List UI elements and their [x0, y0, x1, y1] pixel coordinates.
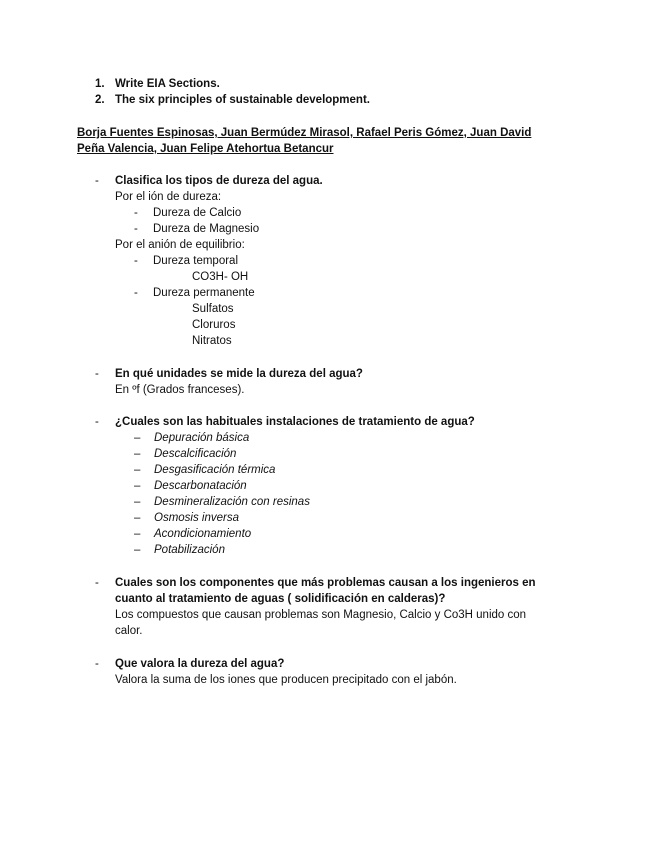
item-bullet: – [134, 544, 141, 556]
question-installations: ¿Cuales son las habituales instalaciones de tratamiento de agua? [115, 416, 475, 428]
anion-label: Por el anión de equilibrio: [115, 239, 245, 251]
authors-line-1: Borja Fuentes Espinosas, Juan Bermúdez Mirasol, Rafael Peris Gómez, Juan David [77, 127, 532, 139]
question-components-cont: cuanto al tratamiento de aguas ( solidificación en calderas)? [115, 593, 446, 605]
bullet: - [95, 658, 99, 670]
installation-item: Acondicionamiento [154, 528, 252, 540]
item-bullet: – [134, 448, 141, 460]
temporal-detail: CO3H- OH [192, 271, 249, 283]
installation-item: Depuración básica [154, 432, 250, 444]
answer-units: En ºf (Grados franceses). [115, 384, 245, 396]
authors-line-2: Peña Valencia, Juan Felipe Atehortua Betancur [77, 143, 334, 155]
bullet: - [95, 175, 99, 187]
item-bullet: – [134, 480, 141, 492]
bullet: - [95, 416, 99, 428]
bullet: - [95, 368, 99, 380]
task-number: 1. [95, 78, 105, 90]
item-bullet: – [134, 496, 141, 508]
item-bullet: – [134, 432, 141, 444]
permanent-detail: Sulfatos [192, 303, 234, 315]
sub-bullet: - [134, 207, 138, 219]
answer-value: Valora la suma de los iones que producen precipitado con el jabón. [115, 674, 457, 686]
item-bullet: – [134, 512, 141, 524]
sub-bullet: - [134, 287, 138, 299]
task-text: The six principles of sustainable development. [115, 94, 370, 106]
question-components: Cuales son los componentes que más problemas causan a los ingenieros en [115, 577, 536, 589]
permanent-detail: Nitratos [192, 335, 232, 347]
permanent-detail: Cloruros [192, 319, 236, 331]
task-number: 2. [95, 94, 105, 106]
ion-item: Dureza de Magnesio [153, 223, 260, 235]
sub-bullet: - [134, 223, 138, 235]
answer-components-cont: calor. [115, 625, 143, 637]
installation-item: Osmosis inversa [154, 512, 239, 524]
sub-bullet: - [134, 255, 138, 267]
installation-item: Potabilización [154, 544, 225, 556]
item-bullet: – [134, 464, 141, 476]
ion-item: Dureza de Calcio [153, 207, 242, 219]
question-units: En qué unidades se mide la dureza del agua? [115, 368, 363, 380]
installation-item: Descarbonatación [154, 480, 247, 492]
temporal-hardness: Dureza temporal [153, 255, 239, 267]
ion-label: Por el ión de dureza: [115, 191, 222, 203]
installation-item: Desmineralización con resinas [154, 496, 310, 508]
question-value: Que valora la dureza del agua? [115, 658, 285, 670]
permanent-hardness: Dureza permanente [153, 287, 255, 299]
installation-item: Desgasificación térmica [154, 464, 276, 476]
task-text: Write EIA Sections. [115, 78, 220, 90]
answer-components: Los compuestos que causan problemas son Magnesio, Calcio y Co3H unido con [115, 609, 527, 621]
question-hardness-types: Clasifica los tipos de dureza del agua. [115, 175, 323, 187]
item-bullet: – [134, 528, 141, 540]
bullet: - [95, 577, 99, 589]
installation-item: Descalcificación [154, 448, 237, 460]
